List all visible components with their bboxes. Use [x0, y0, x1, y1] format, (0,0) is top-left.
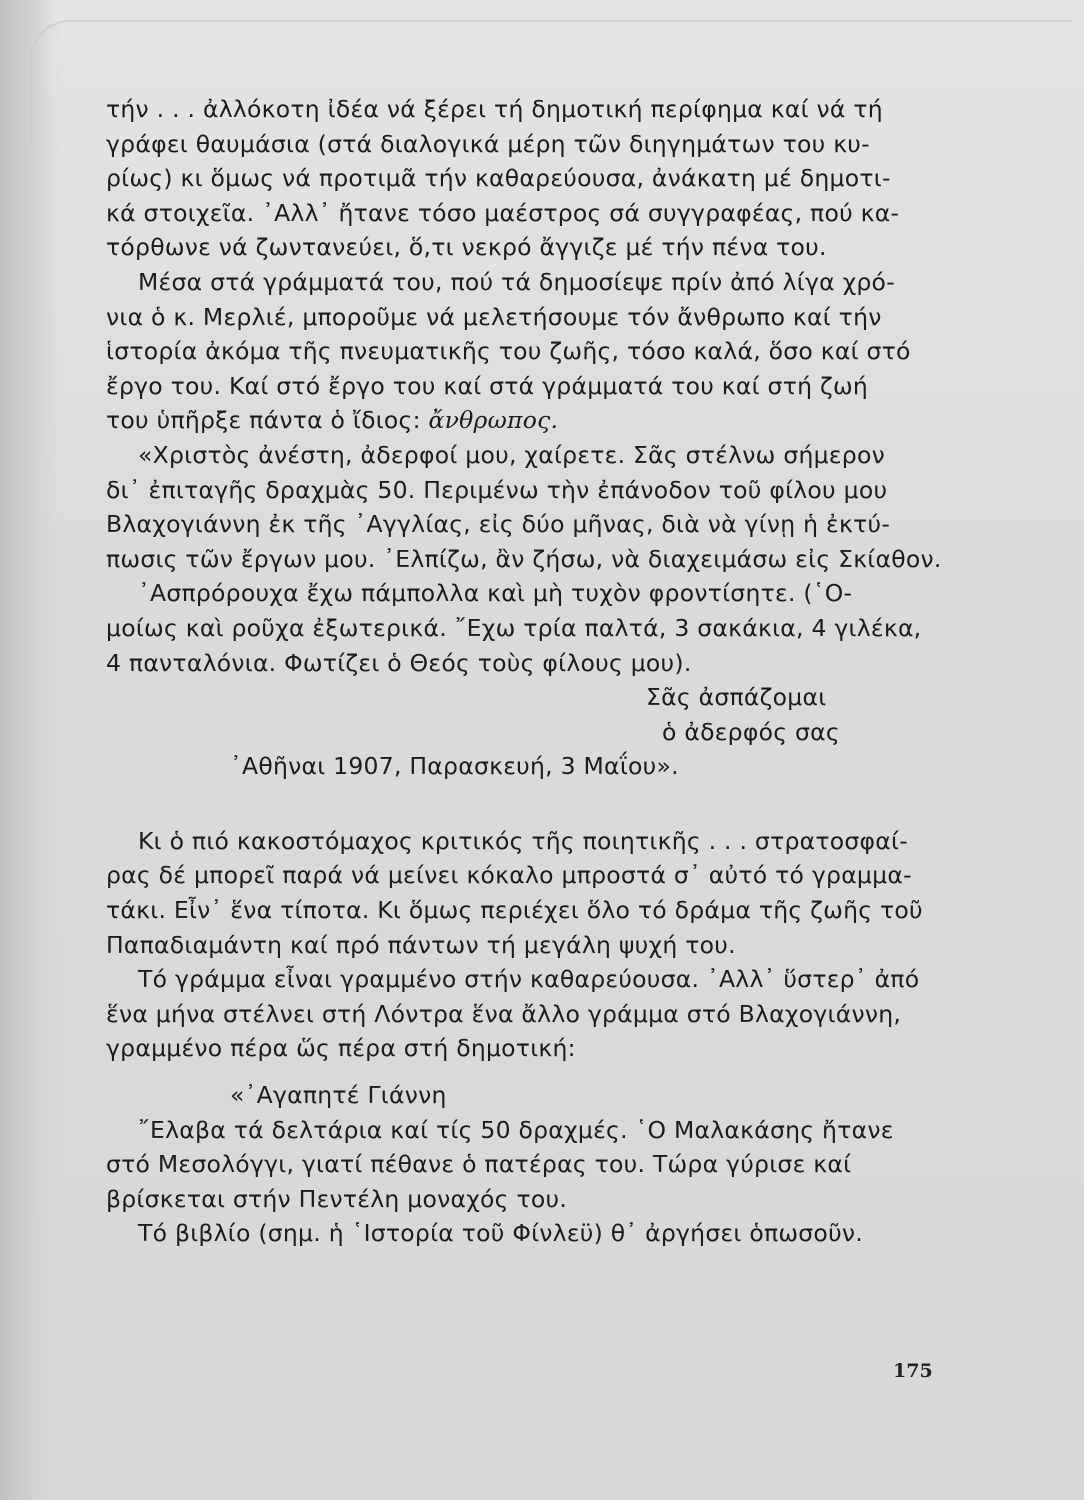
quote-line: πωσις τῶν ἔργων μου. ᾿Ελπίζω, ἂν ζήσω, νὰ διαχειμάσω εἰς Σκίαθον. [106, 544, 942, 573]
text-line [106, 403, 928, 438]
quote-line: βρίσκεται στήν Πεντέλη μοναχός του. [106, 1184, 568, 1213]
text-line: κά στοιχεῖα. ᾿Αλλ᾿ ἤτανε τόσο μαέστρος σά συγγραφέας, πού κα- [106, 198, 900, 227]
text-line: ρας δέ μπορεῖ παρά νά μείνει κόκαλο μπροστά σ᾿ αὐτό τό γραμμα- [106, 861, 912, 890]
text-line: Παπαδιαμάντη καί πρό πάντων τή μεγάλη ψυχή του. [106, 930, 736, 959]
text-line: τήν . . . ἀλλόκοτη ἰδέα νά ξέρει τή δημοτική περίφημα καί νά τή [106, 95, 883, 123]
signature-line: Σᾶς ἀσπάζομαι [646, 683, 827, 712]
quote-line: μοίως καὶ ροῦχα ἐξωτερικά. ῎Εχω τρία παλτά, 3 σακάκια, 4 γιλέκα, [106, 613, 922, 642]
quote-line: Βλαχογιάννη ἐκ τῆς ᾿Αγγλίας, εἰς δύο μῆνας, διὰ νὰ γίνῃ ἡ ἐκτύ- [106, 510, 891, 539]
binding-shadow [0, 0, 60, 1500]
text-line: τάκι. Εἶν᾿ ἕνα τίποτα. Κι ὅμως περιέχει ὅλο τό δράμα τῆς ζωῆς τοῦ [106, 896, 923, 925]
text-line: ρίως) κι ὅμως νά προτιμᾶ τήν καθαρεύουσα, ἀνάκατη μέ δημοτι- [106, 164, 891, 193]
quote-line: ῎Ελαβα τά δελτάρια καί τίς 50 δραχμές. ῾Ο Μαλακάσης ἤτανε [138, 1115, 894, 1144]
text-line: ἱστορία ἀκόμα τῆς πνευματικῆς του ζωῆς, τόσο καλά, ὅσο καί στό [106, 337, 911, 366]
emphasis-text: ἄνθρωπος. [428, 406, 559, 435]
quote-line: στό Μεσολόγγι, γιατί πέθανε ὁ πατέρας του. Τώρα γύρισε καί [106, 1150, 852, 1179]
quote-line: 4 πανταλόνια. Φωτίζει ὁ Θεός τοὺς φίλους μου). [106, 648, 692, 677]
quote-line: «Χριστὸς ἀνέστη, ἀδερφοί μου, χαίρετε. Σᾶς στέλνω σήμερον [138, 440, 885, 469]
letter-greeting: «᾿Αγαπητέ Γιάννη [230, 1081, 447, 1110]
page-number: 175 [893, 1360, 933, 1382]
text-line-prefix: του ὑπῆρξε πάντα ὁ ἴδιος: [106, 406, 429, 435]
text-line: γράφει θαυμάσια (στά διαλογικά μέρη τῶν διηγημάτων του κυ- [106, 129, 870, 158]
page-text [106, 92, 942, 1251]
signature-line: ὁ ἀδερφός σας [662, 717, 840, 746]
section-gap [106, 784, 928, 824]
text-line: ἔργο του. Καί στό ἔργο του καί στά γράμματά του καί στή ζωή [106, 371, 869, 400]
quote-line: ᾿Ασπρόρουχα ἔχω πάμπολλα καὶ μὴ τυχὸν φροντίσητε. (῾Ο- [138, 579, 853, 608]
text-line: Τό γράμμα εἶναι γραμμένο στήν καθαρεύουσα. ᾿Αλλ᾿ ὕστερ᾿ ἀπό [138, 965, 920, 994]
text-line: γραμμένο πέρα ὥς πέρα στή δημοτική: [106, 1034, 576, 1063]
section-gap [106, 1066, 928, 1078]
letter-date: ᾿Αθῆναι 1907, Παρασκευή, 3 Μαΐου». [230, 752, 679, 781]
text-line: τόρθωνε νά ζωντανεύει, ὅ,τι νεκρό ἄγγιζε μέ τήν πένα του. [106, 233, 827, 262]
quote-line: Τό βιβλίο (σημ. ἡ ῾Ιστορία τοῦ Φίνλεϋ) θ᾿ ἀργήσει ὁπωσοῦν. [138, 1219, 864, 1248]
text-line: ἕνα μήνα στέλνει στή Λόντρα ἕνα ἄλλο γράμμα στό Βλαχογιάννη, [106, 999, 902, 1028]
text-line: νια ὁ κ. Μερλιέ, μποροῦμε νά μελετήσουμε τόν ἄνθρωπο καί τήν [106, 302, 882, 331]
quote-line: δι᾿ ἐπιταγῆς δραχμὰς 50. Περιμένω τὴν ἐπάνοδον τοῦ φίλου μου [106, 475, 888, 504]
text-line: Κι ὁ πιό κακοστόμαχος κριτικός τῆς ποιητικῆς . . . στρατοσφαί- [138, 826, 908, 855]
text-line: Μέσα στά γράμματά του, πού τά δημοσίεψε πρίν ἀπό λίγα χρό- [138, 267, 895, 296]
